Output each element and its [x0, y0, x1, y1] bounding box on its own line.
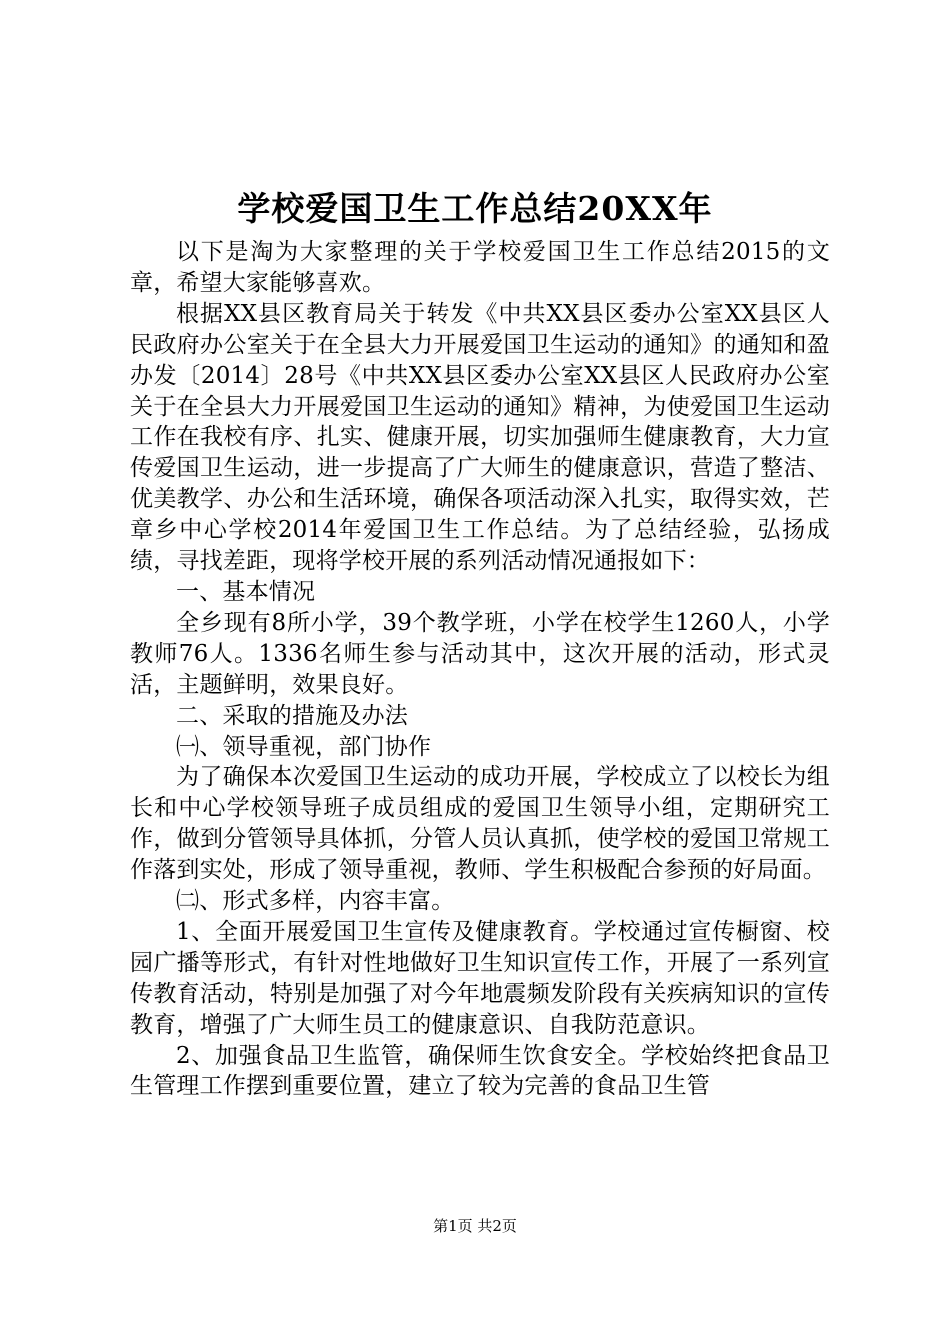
paragraph-leadership: 为了确保本次爱国卫生运动的成功开展，学校成立了以校长为组长和中心学校领导班子成员组成的爱国卫生领导小组，定期研究工作，做到分管领导具体抓，分管人员认真抓，使学校的爱国卫常规工作落到实处，形成了领导重视，教师、学生积极配合参预的好局面。	[130, 764, 830, 884]
paragraph-health-education: 1、全面开展爱国卫生宣传及健康教育。学校通过宣传橱窗、校园广播等形式，有针对性地做好卫生知识宣传工作，开展了一系列宣传教育活动，特别是加强了对今年地震频发阶段有关疾病知识的宣传教育，增强了广大师生员工的健康意识、自我防范意识。	[130, 918, 830, 1038]
document-body	[130, 237, 830, 1102]
paragraph-background: 根据XX县区教育局关于转发《中共XX县区委办公室XX县区人民政府办公室关于在全县大力开展爱国卫生运动的通知》的通知和盈办发〔2014〕28号《中共XX县区委办公室XX县区人民政府办公室关于在全县大力开展爱国卫生运动的通知》精神，为使爱国卫生运动工作在我校有序、扎实、健康开展，切实加强师生健康教育，大力宣传爱国卫生运动，进一步提高了广大师生的健康意识，营造了整洁、优美教学、办公和生活环境，确保各项活动深入扎实，取得实效，芒章乡中心学校2014年爱国卫生工作总结。为了总结经验，弘扬成绩，寻找差距，现将学校开展的系列活动情况通报如下：	[130, 300, 830, 575]
subsection-heading-leadership: ㈠、领导重视，部门协作	[176, 733, 432, 760]
paragraph-intro: 以下是淘为大家整理的关于学校爱国卫生工作总结2015的文章，希望大家能够喜欢。	[130, 239, 830, 296]
paragraph-basic-situation: 全乡现有8所小学，39个教学班，小学在校学生1260人，小学教师76人。1336名师生参与活动其中，这次开展的活动，形式灵活，主题鲜明，效果良好。	[130, 609, 830, 698]
page-footer: 第1页 共2页	[433, 1217, 517, 1235]
subsection-heading-diverse-forms: ㈡、形式多样，内容丰富。	[176, 888, 455, 915]
document-title: 学校爱国卫生工作总结20XX年	[237, 189, 713, 228]
section-heading-measures: 二、采取的措施及办法	[176, 702, 408, 729]
section-heading-basic-situation: 一、基本情况	[176, 578, 316, 605]
paragraph-food-safety: 2、加强食品卫生监管，确保师生饮食安全。学校始终把食品卫生管理工作摆到重要位置，建立了较为完善的食品卫生管	[130, 1042, 830, 1100]
